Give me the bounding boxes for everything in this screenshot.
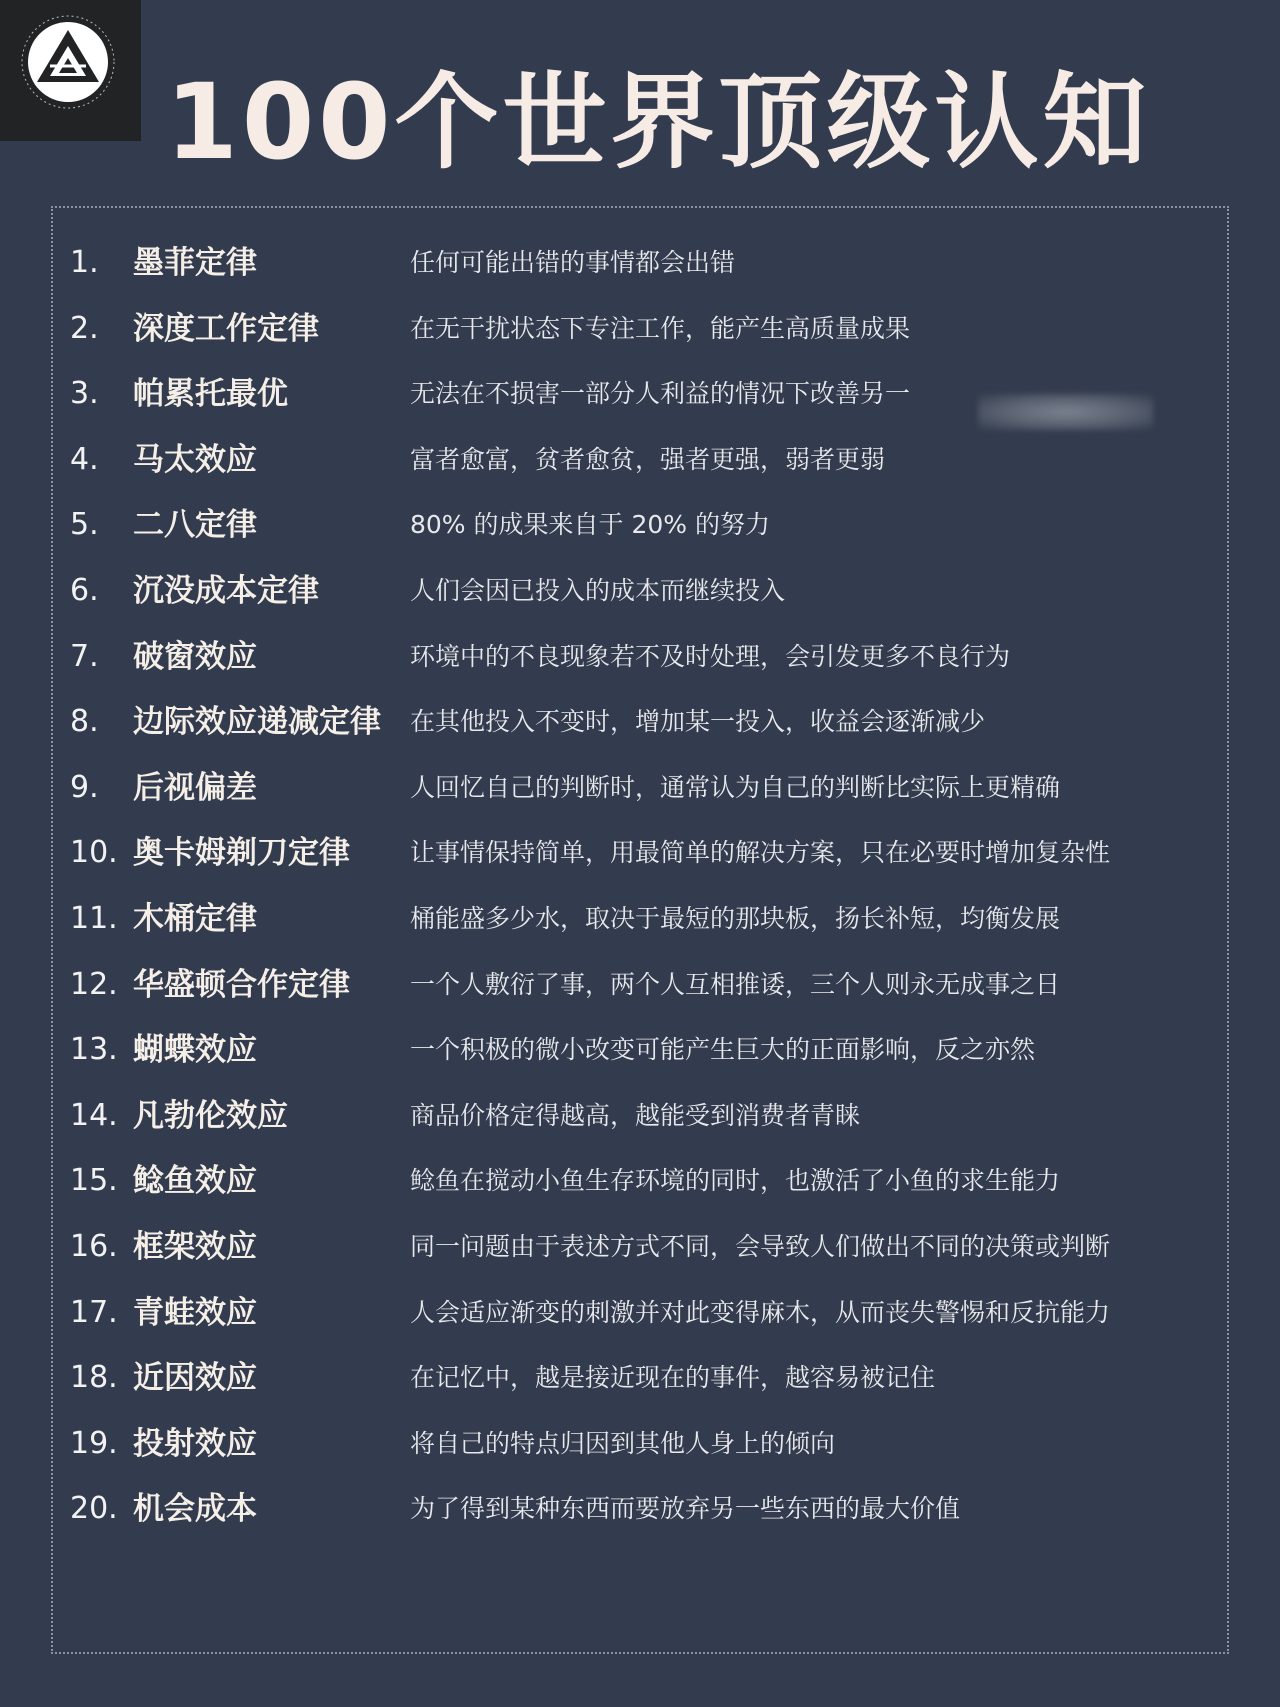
item-description: 人会适应渐变的刺激并对此变得麻木，从而丧失警惕和反抗能力 xyxy=(410,1297,1111,1327)
item-number: 12. xyxy=(70,966,118,1002)
item-description: 无法在不损害一部分人利益的情况下改善另一 xyxy=(410,379,911,409)
item-name: 木桶定律 xyxy=(133,901,257,937)
list-item xyxy=(0,823,1280,883)
item-name: 投射效应 xyxy=(133,1425,257,1462)
item-description: 同一问题由于表述方式不同，会导致人们做出不同的决策或判断 xyxy=(410,1232,1111,1261)
item-number: 8. xyxy=(70,704,99,740)
list-item xyxy=(0,889,1280,949)
list-item xyxy=(0,627,1280,687)
item-number: 5. xyxy=(70,507,99,543)
item-number: 19. xyxy=(70,1425,118,1461)
item-description: 鲶鱼在搅动小鱼生存环境的同时，也激活了小鱼的求生能力 xyxy=(410,1166,1061,1196)
list-item xyxy=(0,1020,1280,1080)
blurred-text-region xyxy=(978,394,1153,430)
list-item xyxy=(0,1217,1280,1277)
item-number: 14. xyxy=(70,1097,118,1133)
item-name: 华盛顿合作定律 xyxy=(133,966,350,1003)
item-number: 10. xyxy=(70,835,118,871)
item-name: 沉没成本定律 xyxy=(133,573,319,609)
item-description: 在其他投入不变时，增加某一投入，收益会逐渐减少 xyxy=(410,707,986,737)
list-item xyxy=(0,430,1280,490)
item-number: 6. xyxy=(70,573,99,608)
item-name: 二八定律 xyxy=(133,507,257,544)
item-name: 近因效应 xyxy=(133,1360,257,1397)
item-name: 深度工作定律 xyxy=(133,310,319,347)
list-item xyxy=(0,1414,1280,1474)
item-description: 商品价格定得越高，越能受到消费者青睐 xyxy=(410,1100,861,1130)
list-item xyxy=(0,1479,1280,1539)
item-description: 人们会因已投入的成本而继续投入 xyxy=(410,576,786,605)
item-description: 一个人敷衍了事，两个人互相推诿，三个人则永无成事之日 xyxy=(410,969,1061,999)
item-description: 一个积极的微小改变可能产生巨大的正面影响，反之亦然 xyxy=(410,1035,1036,1065)
item-number: 18. xyxy=(70,1360,118,1396)
list-item xyxy=(0,561,1280,621)
item-description: 富者愈富，贫者愈贫，强者更强，弱者更弱 xyxy=(410,444,886,474)
item-name: 框架效应 xyxy=(133,1229,257,1265)
item-name: 机会成本 xyxy=(133,1491,257,1528)
item-number: 1. xyxy=(70,245,99,280)
item-name: 蝴蝶效应 xyxy=(133,1032,257,1069)
item-description: 任何可能出错的事情都会出错 xyxy=(410,248,736,277)
item-description: 80% 的成果来自于 20% 的努力 xyxy=(410,510,770,540)
item-number: 2. xyxy=(70,310,99,346)
item-name: 青蛙效应 xyxy=(133,1294,257,1331)
list-item xyxy=(0,758,1280,818)
list-item xyxy=(0,955,1280,1015)
page-title: 100个世界顶级认知 xyxy=(165,61,1151,183)
item-name: 凡勃伦效应 xyxy=(133,1097,288,1134)
item-number: 17. xyxy=(70,1294,118,1330)
item-number: 13. xyxy=(70,1032,118,1068)
item-description: 让事情保持简单，用最简单的解决方案，只在必要时增加复杂性 xyxy=(410,838,1111,868)
item-description: 人回忆自己的判断时，通常认为自己的判断比实际上更精确 xyxy=(410,772,1061,802)
item-number: 4. xyxy=(70,441,99,477)
item-number: 7. xyxy=(70,638,99,674)
item-description: 在无干扰状态下专注工作，能产生高质量成果 xyxy=(410,313,911,343)
item-number: 11. xyxy=(70,901,118,936)
item-number: 20. xyxy=(70,1491,118,1527)
list-item xyxy=(0,1283,1280,1343)
item-description: 桶能盛多少水，取决于最短的那块板，扬长补短，均衡发展 xyxy=(410,904,1061,933)
item-name: 后视偏差 xyxy=(133,769,257,806)
item-number: 16. xyxy=(70,1229,118,1264)
list-item xyxy=(0,1086,1280,1146)
item-name: 边际效应递减定律 xyxy=(133,704,381,741)
item-number: 3. xyxy=(70,376,99,412)
item-description: 在记忆中，越是接近现在的事件，越容易被记住 xyxy=(410,1363,936,1393)
item-number: 15. xyxy=(70,1163,118,1199)
item-name: 鲶鱼效应 xyxy=(133,1163,257,1200)
item-name: 墨菲定律 xyxy=(133,245,257,281)
item-number: 9. xyxy=(70,769,99,805)
list-item xyxy=(0,1348,1280,1408)
item-description: 为了得到某种东西而要放弃另一些东西的最大价值 xyxy=(410,1494,961,1524)
item-name: 帕累托最优 xyxy=(133,376,288,413)
item-description: 将自己的特点归因到其他人身上的倾向 xyxy=(410,1428,836,1458)
list-item xyxy=(0,1151,1280,1211)
item-name: 奥卡姆剃刀定律 xyxy=(133,835,350,872)
list-item xyxy=(0,495,1280,555)
item-name: 马太效应 xyxy=(133,441,257,478)
list-item xyxy=(0,299,1280,359)
list-item xyxy=(0,692,1280,752)
list-item xyxy=(0,233,1280,293)
item-name: 破窗效应 xyxy=(133,638,257,675)
item-description: 环境中的不良现象若不及时处理，会引发更多不良行为 xyxy=(410,641,1011,671)
